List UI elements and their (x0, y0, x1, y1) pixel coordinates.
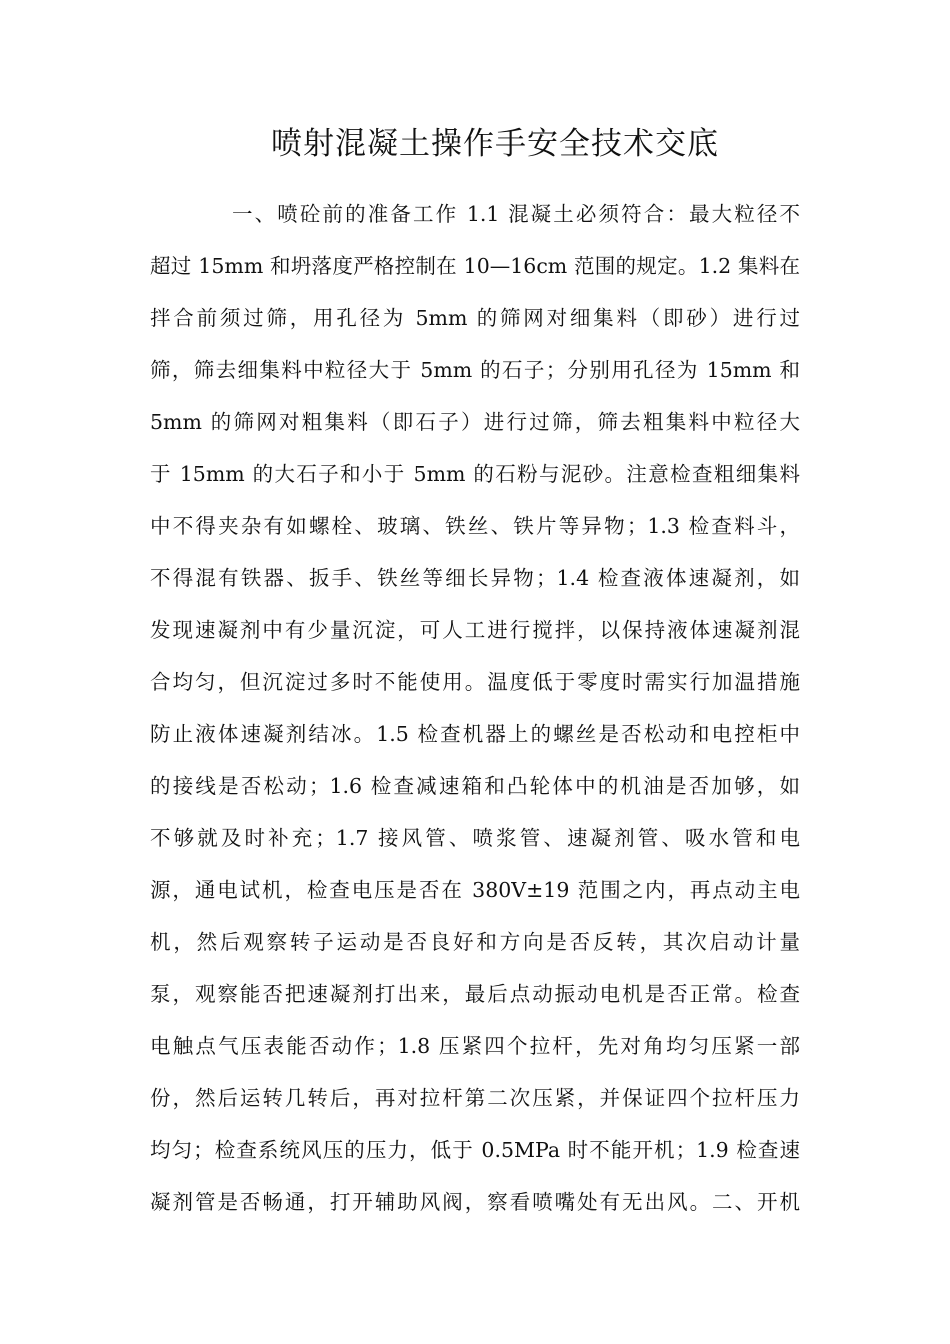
body-line: 5mm 的筛网对粗集料（即石子）进行过筛，筛去粗集料中粒径大 (150, 410, 800, 434)
body-line: 不够就及时补充；1.7 接风管、喷浆管、速凝剂管、吸水管和电 (150, 826, 800, 850)
body-line: 拌合前须过筛，用孔径为 5mm 的筛网对细集料（即砂）进行过 (150, 306, 800, 330)
body-line: 筛，筛去细集料中粒径大于 5mm 的石子；分别用孔径为 15mm 和 (150, 358, 800, 382)
body-line: 一、喷砼前的准备工作 1.1 混凝土必须符合：最大粒径不 (232, 202, 800, 226)
body-line: 的接线是否松动；1.6 检查减速箱和凸轮体中的机油是否加够，如 (150, 774, 800, 798)
body-line: 源，通电试机，检查电压是否在 380V±19 范围之内，再点动主电 (150, 878, 800, 902)
body-line: 电触点气压表能否动作；1.8 压紧四个拉杆，先对角均匀压紧一部 (150, 1034, 800, 1058)
body-line: 超过 15mm 和坍落度严格控制在 10—16cm 范围的规定。1.2 集料在 (150, 254, 800, 278)
body-line: 凝剂管是否畅通，打开辅助风阀，察看喷嘴处有无出风。二、开机 (150, 1190, 800, 1214)
body-line: 机，然后观察转子运动是否良好和方向是否反转，其次启动计量 (150, 930, 800, 954)
body-line: 份，然后运转几转后，再对拉杆第二次压紧，并保证四个拉杆压力 (150, 1086, 800, 1110)
document-body (150, 195, 800, 1235)
body-line: 合均匀，但沉淀过多时不能使用。温度低于零度时需实行加温措施 (150, 670, 800, 694)
body-line: 发现速凝剂中有少量沉淀，可人工进行搅拌，以保持液体速凝剂混 (150, 618, 800, 642)
body-line: 均匀；检查系统风压的压力，低于 0.5MPa 时不能开机；1.9 检查速 (150, 1138, 800, 1162)
body-line: 中不得夹杂有如螺栓、玻璃、铁丝、铁片等异物；1.3 检查料斗， (150, 514, 800, 538)
body-line: 防止液体速凝剂结冰。1.5 检查机器上的螺丝是否松动和电控柜中 (150, 722, 800, 746)
body-line: 于 15mm 的大石子和小于 5mm 的石粉与泥砂。注意检查粗细集料 (150, 462, 800, 486)
body-line: 泵，观察能否把速凝剂打出来，最后点动振动电机是否正常。检查 (150, 982, 800, 1006)
body-line: 不得混有铁器、扳手、铁丝等细长异物；1.4 检查液体速凝剂，如 (150, 566, 800, 590)
page-title: 喷射混凝土操作手安全技术交底 (271, 126, 719, 162)
